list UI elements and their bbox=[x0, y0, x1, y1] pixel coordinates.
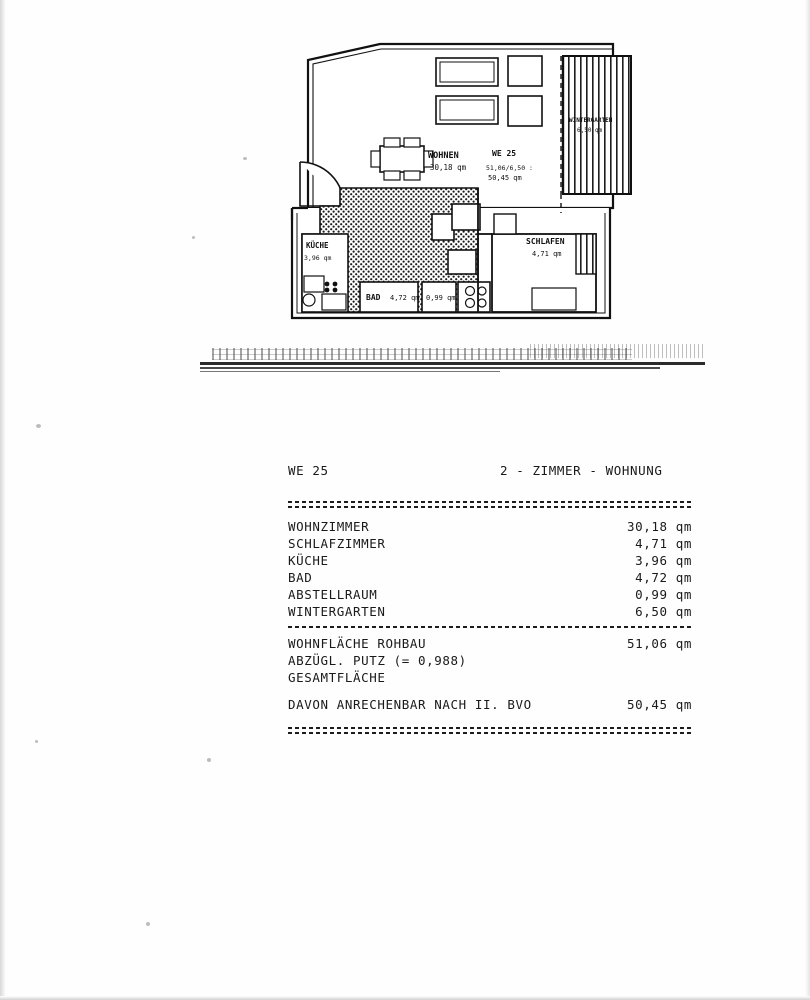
scan-smudge-band bbox=[200, 344, 705, 378]
page-edge-right bbox=[805, 0, 810, 1000]
room-name: KÜCHE bbox=[288, 553, 329, 568]
label-we-sub2: 50,45 qm bbox=[488, 174, 522, 182]
table-row bbox=[288, 669, 692, 686]
total-label: WOHNFLÄCHE ROHBAU bbox=[288, 636, 427, 651]
smudge-texture-right bbox=[530, 344, 705, 358]
label-wohnen-area: 30,18 qm bbox=[430, 163, 467, 172]
scan-speck bbox=[207, 758, 211, 762]
room-area: 0,99 qm bbox=[635, 587, 692, 602]
room-name: WINTERGARTEN bbox=[288, 604, 386, 619]
divider-double-top bbox=[288, 501, 692, 508]
label-wohnen: WOHNEN bbox=[428, 151, 459, 161]
area-schedule bbox=[288, 462, 692, 744]
room-area: 3,96 qm bbox=[635, 553, 692, 568]
schedule-header bbox=[288, 462, 692, 479]
room-name: WOHNZIMMER bbox=[288, 519, 370, 534]
table-row bbox=[288, 569, 692, 586]
room-area: 4,71 qm bbox=[635, 536, 692, 551]
spacer bbox=[288, 686, 692, 696]
statutory-value: 50,45 qm bbox=[626, 697, 692, 712]
table-row bbox=[288, 552, 692, 569]
room-area: 4,72 qm bbox=[635, 570, 692, 585]
label-bad: BAD bbox=[366, 293, 381, 302]
label-kueche: KÜCHE bbox=[306, 241, 329, 250]
label-we-tag: WE 25 bbox=[492, 149, 517, 158]
room-name: BAD bbox=[288, 570, 313, 585]
smudge-rule-3 bbox=[200, 371, 500, 372]
smudge-rule-1 bbox=[200, 362, 705, 365]
room-name: SCHLAFZIMMER bbox=[288, 536, 386, 551]
scan-speck bbox=[243, 157, 247, 160]
table-row bbox=[288, 603, 692, 620]
divider-double-bottom bbox=[288, 727, 692, 734]
statutory-label: DAVON ANRECHENBAR NACH II. BVO bbox=[288, 697, 532, 712]
label-wintergarten: WINTERGARTEN bbox=[569, 117, 613, 124]
room-area: 6,50 qm bbox=[635, 604, 692, 619]
total-value: 51,06 qm bbox=[626, 636, 692, 651]
unit-id: WE 25 bbox=[288, 463, 329, 478]
scan-speck bbox=[36, 424, 41, 428]
label-wintergarten-area: 6,50 qm bbox=[577, 127, 603, 134]
unit-type: 2 - ZIMMER - WOHNUNG bbox=[500, 463, 663, 478]
total-label: GESAMTFLÄCHE bbox=[288, 670, 386, 685]
label-schlafen: SCHLAFEN bbox=[526, 237, 565, 246]
page-edge-bottom bbox=[0, 996, 810, 1000]
smudge-rule-2 bbox=[200, 367, 660, 369]
room-name: ABSTELLRAUM bbox=[288, 587, 378, 602]
page-edge-left bbox=[0, 0, 6, 1000]
label-kueche-area: 3,96 qm bbox=[304, 254, 332, 262]
label-abstell-area: 0,99 qm bbox=[426, 294, 456, 302]
label-we-sub1: 51,06/6,50 : bbox=[486, 164, 533, 172]
label-schlafen-area: 4,71 qm bbox=[532, 250, 562, 258]
label-bad-area: 4,72 qm bbox=[390, 294, 420, 302]
table-row bbox=[288, 535, 692, 552]
room-area: 30,18 qm bbox=[626, 519, 692, 534]
floor-plan-drawing bbox=[280, 38, 680, 328]
table-row bbox=[288, 518, 692, 535]
divider-single bbox=[288, 626, 692, 628]
table-row bbox=[288, 652, 692, 669]
table-row bbox=[288, 635, 692, 652]
scan-speck bbox=[35, 740, 38, 743]
scan-speck bbox=[192, 236, 195, 239]
scan-speck bbox=[146, 922, 150, 926]
table-row bbox=[288, 696, 692, 713]
table-row bbox=[288, 586, 692, 603]
total-label: ABZÜGL. PUTZ (= 0,988) bbox=[288, 653, 467, 668]
